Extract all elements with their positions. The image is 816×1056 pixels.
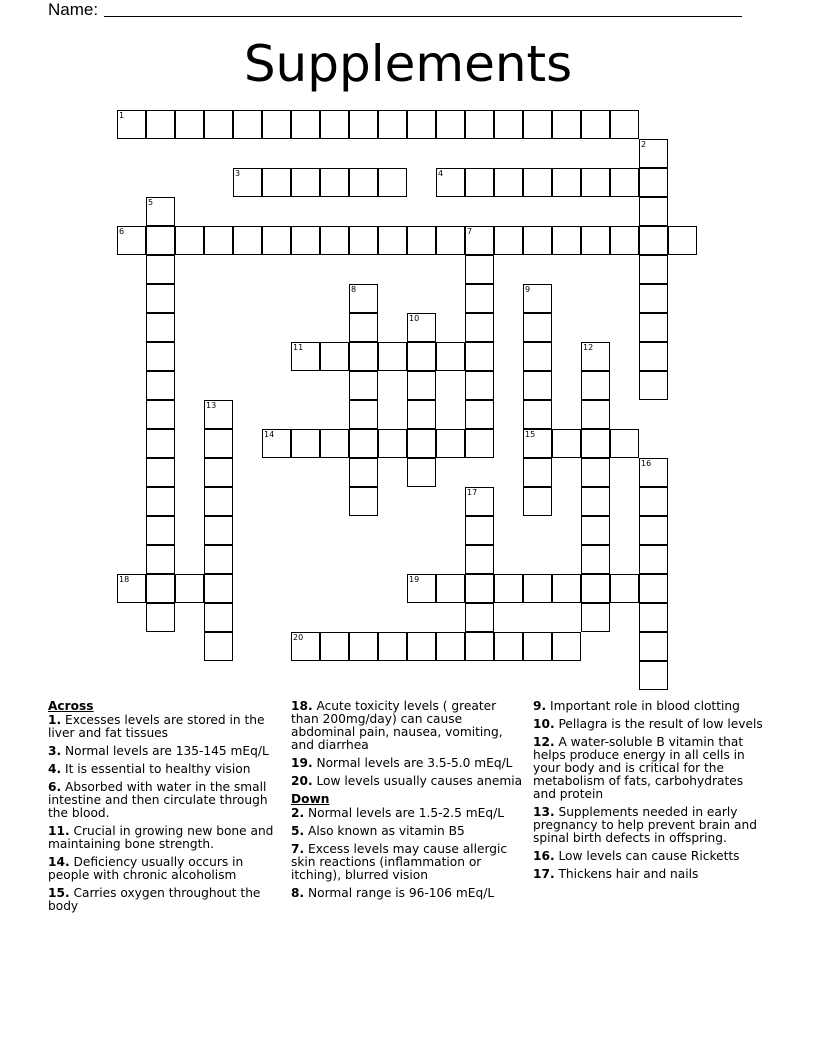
clue-number: 5.	[291, 824, 305, 838]
cell-number: 13	[206, 401, 217, 410]
grid-cell[interactable]	[581, 400, 610, 429]
cell-number: 7	[467, 227, 473, 236]
grid-cell[interactable]	[204, 487, 233, 516]
clue	[48, 825, 276, 851]
clue	[533, 850, 765, 863]
clue-text: Important role in blood clotting	[550, 699, 740, 713]
grid-cell[interactable]	[378, 226, 407, 255]
grid-cell[interactable]	[552, 429, 581, 458]
grid-cell[interactable]	[407, 342, 436, 371]
clue	[48, 856, 276, 882]
grid-cell[interactable]	[465, 342, 494, 371]
grid-cell[interactable]	[291, 429, 320, 458]
grid-cell[interactable]	[639, 255, 668, 284]
grid-cell[interactable]	[436, 226, 465, 255]
grid-cell[interactable]	[581, 574, 610, 603]
grid-cell[interactable]	[581, 516, 610, 545]
grid-cell[interactable]	[146, 371, 175, 400]
grid-cell[interactable]	[552, 226, 581, 255]
grid-cell[interactable]	[146, 603, 175, 632]
grid-cell[interactable]	[146, 400, 175, 429]
clue	[291, 775, 523, 788]
grid-cell[interactable]	[349, 342, 378, 371]
cell-number: 9	[525, 285, 531, 294]
grid-cell[interactable]	[639, 313, 668, 342]
grid-cell[interactable]	[436, 110, 465, 139]
grid-cell[interactable]	[552, 574, 581, 603]
grid-cell[interactable]	[465, 545, 494, 574]
grid-cell[interactable]	[233, 226, 262, 255]
grid-cell[interactable]	[523, 458, 552, 487]
clue	[291, 887, 523, 900]
name-label: Name:	[48, 0, 99, 19]
clue-number: 17.	[533, 867, 555, 881]
grid-cell[interactable]	[291, 226, 320, 255]
grid-cell[interactable]	[146, 284, 175, 313]
grid-cell[interactable]	[204, 110, 233, 139]
grid-cell[interactable]	[349, 168, 378, 197]
clue	[291, 807, 523, 820]
grid-cell[interactable]	[494, 226, 523, 255]
grid-cell[interactable]	[523, 574, 552, 603]
grid-cell[interactable]	[146, 545, 175, 574]
clue-text: Low levels usually causes anemia	[316, 774, 523, 788]
grid-cell[interactable]	[378, 632, 407, 661]
grid-cell[interactable]	[639, 342, 668, 371]
cell-number: 4	[438, 169, 444, 178]
grid-cell[interactable]	[320, 226, 349, 255]
grid-cell[interactable]	[378, 168, 407, 197]
clue-text: Normal levels are 135-145 mEq/L	[65, 744, 269, 758]
grid-cell[interactable]	[407, 110, 436, 139]
grid-cell[interactable]	[204, 574, 233, 603]
clue	[48, 714, 276, 740]
grid-cell[interactable]	[494, 168, 523, 197]
grid-cell[interactable]	[407, 458, 436, 487]
grid-cell[interactable]	[146, 458, 175, 487]
clue	[48, 887, 276, 913]
grid-cell[interactable]	[465, 400, 494, 429]
grid-cell[interactable]	[262, 110, 291, 139]
clue	[48, 745, 276, 758]
clue	[533, 718, 765, 731]
grid-cell[interactable]	[349, 400, 378, 429]
clue-text: Excess levels may cause allergic skin reactions (inflammation or itching), blurred vision	[291, 842, 508, 882]
grid-cell[interactable]	[146, 255, 175, 284]
clue	[48, 781, 276, 820]
grid-cell[interactable]	[146, 110, 175, 139]
grid-cell[interactable]	[610, 574, 639, 603]
grid-cell[interactable]	[407, 429, 436, 458]
clue	[291, 825, 523, 838]
clue-text: Acute toxicity levels ( greater than 200mg/day) can cause abdominal pain, nausea, vomiting, and diarrhea	[291, 699, 503, 752]
grid-cell[interactable]	[349, 226, 378, 255]
grid-cell[interactable]	[581, 110, 610, 139]
grid-cell[interactable]	[175, 574, 204, 603]
cell-number: 19	[409, 575, 420, 584]
grid-cell[interactable]	[436, 574, 465, 603]
grid-cell[interactable]	[320, 342, 349, 371]
clue	[291, 757, 523, 770]
grid-cell[interactable]	[639, 168, 668, 197]
clue	[533, 700, 765, 713]
grid-cell[interactable]	[291, 110, 320, 139]
grid-cell[interactable]	[465, 429, 494, 458]
grid-cell[interactable]	[378, 429, 407, 458]
grid-cell[interactable]	[639, 487, 668, 516]
clue-text: Absorbed with water in the small intestine and then circulate through the blood.	[48, 780, 268, 820]
grid-cell[interactable]	[494, 574, 523, 603]
clue-number: 3.	[48, 744, 62, 758]
clue-number: 13.	[533, 805, 555, 819]
grid-cell[interactable]	[465, 603, 494, 632]
grid-cell[interactable]	[465, 255, 494, 284]
grid-cell[interactable]	[204, 226, 233, 255]
grid-cell[interactable]	[465, 632, 494, 661]
clue-text: Low levels can cause Ricketts	[558, 849, 740, 863]
grid-cell[interactable]	[523, 342, 552, 371]
clue	[291, 700, 523, 752]
clue	[291, 843, 523, 882]
clue-number: 15.	[48, 886, 70, 900]
grid-cell[interactable]	[407, 400, 436, 429]
cell-number: 16	[641, 459, 652, 468]
grid-cell[interactable]	[465, 516, 494, 545]
clue-number: 10.	[533, 717, 555, 731]
grid-cell[interactable]	[175, 226, 204, 255]
grid-cell[interactable]	[668, 226, 697, 255]
cell-number: 15	[525, 430, 536, 439]
clue-text: Excesses levels are stored in the liver and fat tissues	[48, 713, 265, 740]
grid-cell[interactable]	[523, 168, 552, 197]
clue-number: 4.	[48, 762, 62, 776]
clues-column-3	[533, 700, 765, 886]
grid-cell[interactable]	[349, 632, 378, 661]
grid-cell[interactable]	[320, 168, 349, 197]
grid-cell[interactable]	[146, 313, 175, 342]
cell-number: 17	[467, 488, 478, 497]
grid-cell[interactable]	[581, 458, 610, 487]
clue-number: 9.	[533, 699, 547, 713]
grid-cell[interactable]	[320, 429, 349, 458]
grid-cell[interactable]	[494, 632, 523, 661]
clue-text: Carries oxygen throughout the body	[48, 886, 261, 913]
grid-cell[interactable]	[436, 429, 465, 458]
clue-text: Deficiency usually occurs in people with chronic alcoholism	[48, 855, 244, 882]
grid-cell[interactable]	[204, 603, 233, 632]
grid-cell[interactable]	[407, 632, 436, 661]
grid-cell[interactable]	[523, 226, 552, 255]
page-title: Supplements	[243, 35, 573, 93]
clue-number: 8.	[291, 886, 305, 900]
grid-cell[interactable]	[523, 313, 552, 342]
grid-cell[interactable]	[349, 429, 378, 458]
grid-cell[interactable]	[523, 110, 552, 139]
clue-text: Normal levels are 1.5-2.5 mEq/L	[308, 806, 504, 820]
grid-cell[interactable]	[639, 574, 668, 603]
across-header: Across	[48, 699, 94, 713]
grid-cell[interactable]	[581, 429, 610, 458]
grid-cell[interactable]	[204, 632, 233, 661]
cell-number: 1	[119, 111, 125, 120]
grid-cell[interactable]	[610, 168, 639, 197]
clue-text: Normal range is 96-106 mEq/L	[308, 886, 495, 900]
grid-cell[interactable]	[465, 574, 494, 603]
grid-cell[interactable]	[465, 168, 494, 197]
clue-number: 6.	[48, 780, 62, 794]
grid-cell[interactable]	[552, 168, 581, 197]
clue	[533, 806, 765, 845]
grid-cell[interactable]	[407, 226, 436, 255]
grid-cell[interactable]	[204, 545, 233, 574]
grid-cell[interactable]	[494, 110, 523, 139]
clue-text: It is essential to healthy vision	[65, 762, 251, 776]
clues-column-2	[291, 700, 523, 905]
grid-cell[interactable]	[233, 110, 262, 139]
grid-cell[interactable]	[349, 487, 378, 516]
cell-number: 8	[351, 285, 357, 294]
cell-number: 2	[641, 140, 647, 149]
grid-cell[interactable]	[146, 429, 175, 458]
grid-cell[interactable]	[465, 371, 494, 400]
grid-cell[interactable]	[581, 603, 610, 632]
grid-cell[interactable]	[175, 110, 204, 139]
grid-cell[interactable]	[639, 545, 668, 574]
grid-cell[interactable]	[320, 632, 349, 661]
grid-cell[interactable]	[581, 545, 610, 574]
grid-cell[interactable]	[610, 429, 639, 458]
clue-number: 20.	[291, 774, 313, 788]
grid-cell[interactable]	[639, 371, 668, 400]
grid-cell[interactable]	[146, 574, 175, 603]
clue-text: Normal levels are 3.5-5.0 mEq/L	[316, 756, 513, 770]
grid-cell[interactable]	[436, 342, 465, 371]
grid-cell[interactable]	[639, 226, 668, 255]
grid-cell[interactable]	[639, 632, 668, 661]
cell-number: 12	[583, 343, 594, 352]
grid-cell[interactable]	[146, 226, 175, 255]
grid-cell[interactable]	[436, 632, 465, 661]
grid-cell[interactable]	[320, 110, 349, 139]
grid-cell[interactable]	[610, 226, 639, 255]
grid-cell[interactable]	[552, 110, 581, 139]
grid-cell[interactable]	[262, 168, 291, 197]
grid-cell[interactable]	[146, 342, 175, 371]
grid-cell[interactable]	[523, 400, 552, 429]
grid-cell[interactable]	[552, 632, 581, 661]
clue	[48, 763, 276, 776]
clues-column-1	[48, 700, 276, 918]
grid-cell[interactable]	[349, 313, 378, 342]
grid-cell[interactable]	[465, 284, 494, 313]
grid-cell[interactable]	[581, 371, 610, 400]
grid-cell[interactable]	[204, 458, 233, 487]
grid-cell[interactable]	[291, 168, 320, 197]
grid-cell[interactable]	[581, 487, 610, 516]
grid-cell[interactable]	[639, 661, 668, 690]
down-header: Down	[291, 792, 330, 806]
clue-number: 1.	[48, 713, 62, 727]
grid-cell[interactable]	[204, 429, 233, 458]
grid-cell[interactable]	[378, 110, 407, 139]
clue-text: A water-soluble B vitamin that helps produce energy in all cells in your body and is critical for the metabolism of fats, carbohydrates and protein	[533, 735, 745, 801]
cell-number: 3	[235, 169, 241, 178]
grid-cell[interactable]	[465, 313, 494, 342]
grid-cell[interactable]	[523, 371, 552, 400]
clue-number: 7.	[291, 842, 305, 856]
grid-cell[interactable]	[349, 110, 378, 139]
clue-text: Thickens hair and nails	[558, 867, 699, 881]
grid-cell[interactable]	[639, 603, 668, 632]
cell-number: 14	[264, 430, 275, 439]
grid-cell[interactable]	[146, 516, 175, 545]
clue	[533, 736, 765, 801]
grid-cell[interactable]	[465, 110, 494, 139]
clue	[533, 868, 765, 881]
cell-number: 5	[148, 198, 154, 207]
clue-text: Also known as vitamin B5	[308, 824, 465, 838]
cell-number: 20	[293, 633, 304, 642]
grid-cell[interactable]	[523, 632, 552, 661]
grid-cell[interactable]	[349, 371, 378, 400]
clue-text: Pellagra is the result of low levels	[558, 717, 763, 731]
grid-cell[interactable]	[610, 110, 639, 139]
grid-cell[interactable]	[146, 487, 175, 516]
cell-number: 10	[409, 314, 420, 323]
clue-number: 2.	[291, 806, 305, 820]
cell-number: 6	[119, 227, 125, 236]
grid-cell[interactable]	[204, 516, 233, 545]
grid-cell[interactable]	[581, 226, 610, 255]
clue-number: 18.	[291, 699, 313, 713]
cell-number: 11	[293, 343, 304, 352]
grid-cell[interactable]	[378, 342, 407, 371]
grid-cell[interactable]	[581, 168, 610, 197]
clue-text: Crucial in growing new bone and maintaining bone strength.	[48, 824, 274, 851]
clue-number: 12.	[533, 735, 555, 749]
grid-cell[interactable]	[639, 197, 668, 226]
grid-cell[interactable]	[349, 458, 378, 487]
grid-cell[interactable]	[639, 516, 668, 545]
clue-number: 14.	[48, 855, 70, 869]
grid-cell[interactable]	[407, 371, 436, 400]
grid-cell[interactable]	[523, 487, 552, 516]
grid-cell[interactable]	[262, 226, 291, 255]
cell-number: 18	[119, 575, 130, 584]
clue-number: 11.	[48, 824, 70, 838]
clue-number: 19.	[291, 756, 313, 770]
clue-number: 16.	[533, 849, 555, 863]
clue-text: Supplements needed in early pregnancy to help prevent brain and spinal birth defects in offspring.	[533, 805, 757, 845]
grid-cell[interactable]	[639, 284, 668, 313]
